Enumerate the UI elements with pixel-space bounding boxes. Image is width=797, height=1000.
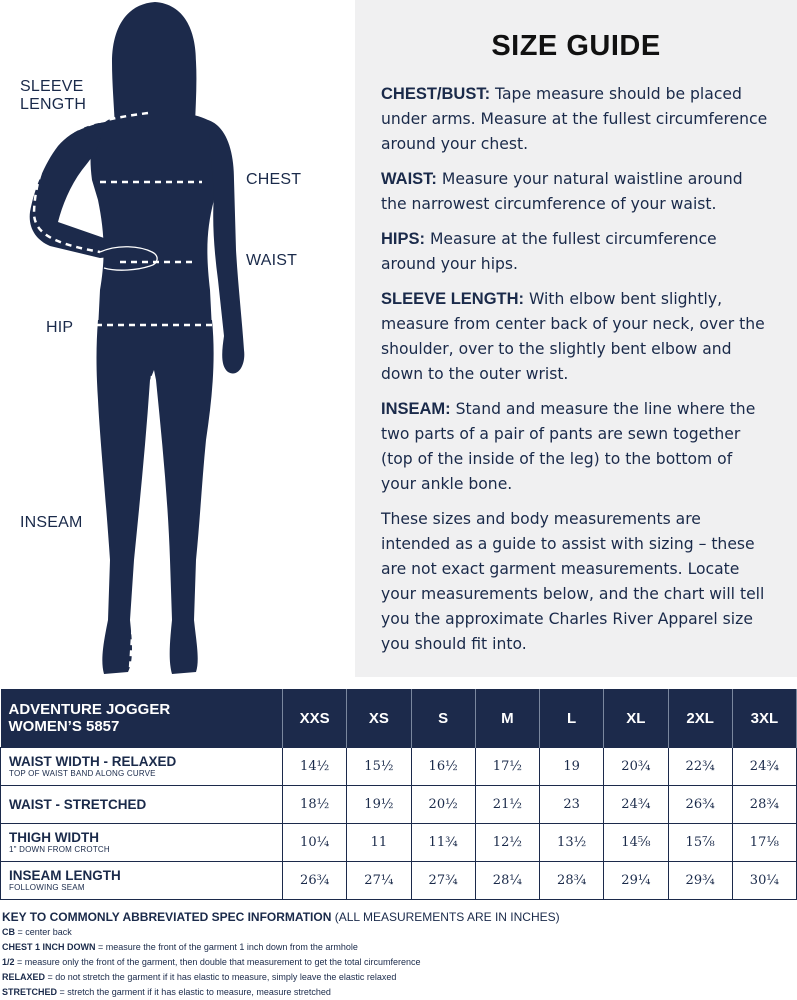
size-header-2xl: 2XL: [668, 689, 732, 748]
table-cell: 23: [540, 786, 604, 824]
key-term: STRETCHED: [2, 987, 58, 997]
guide-text: With elbow bent slightly, measure from center back of your neck, over the shoulder, over to the slightly bent elbow and down to the outer wrist.: [381, 290, 765, 383]
abbreviation-key: [2, 909, 792, 1000]
row-title: INSEAM LENGTH: [9, 868, 121, 883]
table-cell: 16½: [411, 748, 475, 786]
guide-term: INSEAM:: [381, 400, 451, 418]
size-guide-body: [381, 82, 769, 667]
table-cell: 28¾: [540, 862, 604, 900]
size-header-l: L: [540, 689, 604, 748]
size-header-s: S: [411, 689, 475, 748]
key-item-cb: [2, 925, 792, 940]
table-cell: 24¾: [604, 786, 668, 824]
table-cell: 28¾: [732, 786, 796, 824]
guide-section-hips: [381, 227, 769, 277]
key-desc: = do not stretch the garment if it has elastic to measure, simply leave the elastic relaxed: [45, 972, 397, 982]
size-guide-title: SIZE GUIDE: [491, 30, 661, 62]
table-cell: 12½: [475, 824, 539, 862]
key-term: 1/2: [2, 957, 15, 967]
guide-text: Stand and measure the line where the two parts of a pair of pants are sewn together (top of the inside of the leg) to the bottom of your ankle bone.: [381, 400, 756, 493]
key-item-chest-1-inch: [2, 940, 792, 955]
sleeve-length-label: [20, 78, 86, 114]
table-cell: 22¾: [668, 748, 732, 786]
table-cell: 27¾: [411, 862, 475, 900]
table-cell: 15⅞: [668, 824, 732, 862]
style-name-line2: WOMEN’S 5857: [8, 718, 120, 735]
table-row: [1, 786, 797, 824]
table-cell: 26¾: [283, 862, 347, 900]
guide-section-sleeve: [381, 287, 769, 387]
key-item-relaxed: [2, 970, 792, 985]
inseam-label: INSEAM: [20, 514, 83, 531]
size-guide-panel: [355, 0, 797, 677]
key-term: CB: [2, 927, 15, 937]
size-header-m: M: [475, 689, 539, 748]
sleeve-label-line1: SLEEVE: [20, 78, 84, 95]
key-item-stretched: [2, 985, 792, 1000]
size-header-3xl: 3XL: [732, 689, 796, 748]
guide-note: These sizes and body measurements are intended as a guide to assist with sizing – these are not exact garment measurements. Locate your measurements below, and the chart will tell you the approximate Charles River Apparel size you should fit into.: [381, 510, 765, 653]
table-cell: 14½: [283, 748, 347, 786]
size-header-row: [1, 689, 797, 748]
row-label-inseam-length: [1, 862, 283, 900]
waist-label: WAIST: [246, 252, 298, 269]
size-header-xxs: XXS: [283, 689, 347, 748]
table-cell: 20¾: [604, 748, 668, 786]
body-measurement-figure: [0, 0, 350, 680]
size-chart-table: [0, 689, 797, 900]
table-cell: 29¼: [604, 862, 668, 900]
key-title-text: KEY TO COMMONLY ABBREVIATED SPEC INFORMATION: [2, 910, 332, 924]
table-cell: 14⅝: [604, 824, 668, 862]
table-cell: 19: [540, 748, 604, 786]
table-cell: 11¾: [411, 824, 475, 862]
table-cell: 17½: [475, 748, 539, 786]
key-term: RELAXED: [2, 972, 46, 982]
table-cell: 20½: [411, 786, 475, 824]
key-title: [2, 909, 792, 925]
row-title: WAIST WIDTH - RELAXED: [9, 754, 177, 769]
sleeve-label-line2: LENGTH: [20, 96, 87, 113]
row-title: WAIST - STRETCHED: [9, 796, 147, 812]
guide-term: SLEEVE LENGTH:: [381, 290, 525, 308]
table-cell: 27¼: [347, 862, 411, 900]
table-cell: 13½: [540, 824, 604, 862]
guide-section-chest: [381, 82, 769, 157]
table-cell: 29¾: [668, 862, 732, 900]
hip-label: HIP: [46, 319, 74, 336]
size-header-xs: XS: [347, 689, 411, 748]
table-cell: 17⅛: [732, 824, 796, 862]
row-label-waist-relaxed: [1, 748, 283, 786]
table-cell: 19½: [347, 786, 411, 824]
key-title-note: (ALL MEASUREMENTS ARE IN INCHES): [331, 910, 560, 924]
size-header-xl: XL: [604, 689, 668, 748]
table-cell: 21½: [475, 786, 539, 824]
guide-text: Measure your natural waistline around the narrowest circumference of your waist.: [381, 170, 743, 213]
style-name-cell: [1, 689, 283, 748]
table-row: [1, 862, 797, 900]
guide-term: CHEST/BUST:: [381, 85, 491, 103]
row-label-thigh-width: [1, 824, 283, 862]
table-cell: 30¼: [732, 862, 796, 900]
guide-text: Tape measure should be placed under arms. Measure at the fullest circumference around your chest.: [381, 85, 768, 153]
guide-section-inseam: [381, 397, 769, 497]
row-subtitle: 1" DOWN FROM CROTCH: [9, 845, 110, 854]
guide-term: HIPS:: [381, 230, 426, 248]
guide-text: Measure at the fullest circumference around your hips.: [381, 230, 717, 273]
row-subtitle: TOP OF WAIST BAND ALONG CURVE: [9, 769, 156, 778]
guide-term: WAIST:: [381, 170, 437, 188]
table-cell: 26¾: [668, 786, 732, 824]
key-desc: = center back: [15, 927, 72, 937]
table-row: [1, 748, 797, 786]
row-label-waist-stretched: [1, 786, 283, 824]
table-cell: 11: [347, 824, 411, 862]
table-cell: 28¼: [475, 862, 539, 900]
table-cell: 15½: [347, 748, 411, 786]
key-item-half: [2, 955, 792, 970]
table-cell: 18½: [283, 786, 347, 824]
table-row: [1, 824, 797, 862]
table-cell: 10¼: [283, 824, 347, 862]
row-subtitle: FOLLOWING SEAM: [9, 883, 85, 892]
style-name-line1: ADVENTURE JOGGER: [8, 701, 171, 718]
key-desc: = measure the front of the garment 1 inch down from the armhole: [95, 942, 358, 952]
guide-section-waist: [381, 167, 769, 217]
key-desc: = stretch the garment if it has elastic to measure, measure stretched: [57, 987, 331, 997]
table-cell: 24¾: [732, 748, 796, 786]
chest-label: CHEST: [246, 171, 302, 188]
key-desc: = measure only the front of the garment, then double that measurement to get the total circumference: [14, 957, 421, 967]
row-title: THIGH WIDTH: [9, 830, 99, 845]
key-term: CHEST 1 INCH DOWN: [2, 942, 96, 952]
